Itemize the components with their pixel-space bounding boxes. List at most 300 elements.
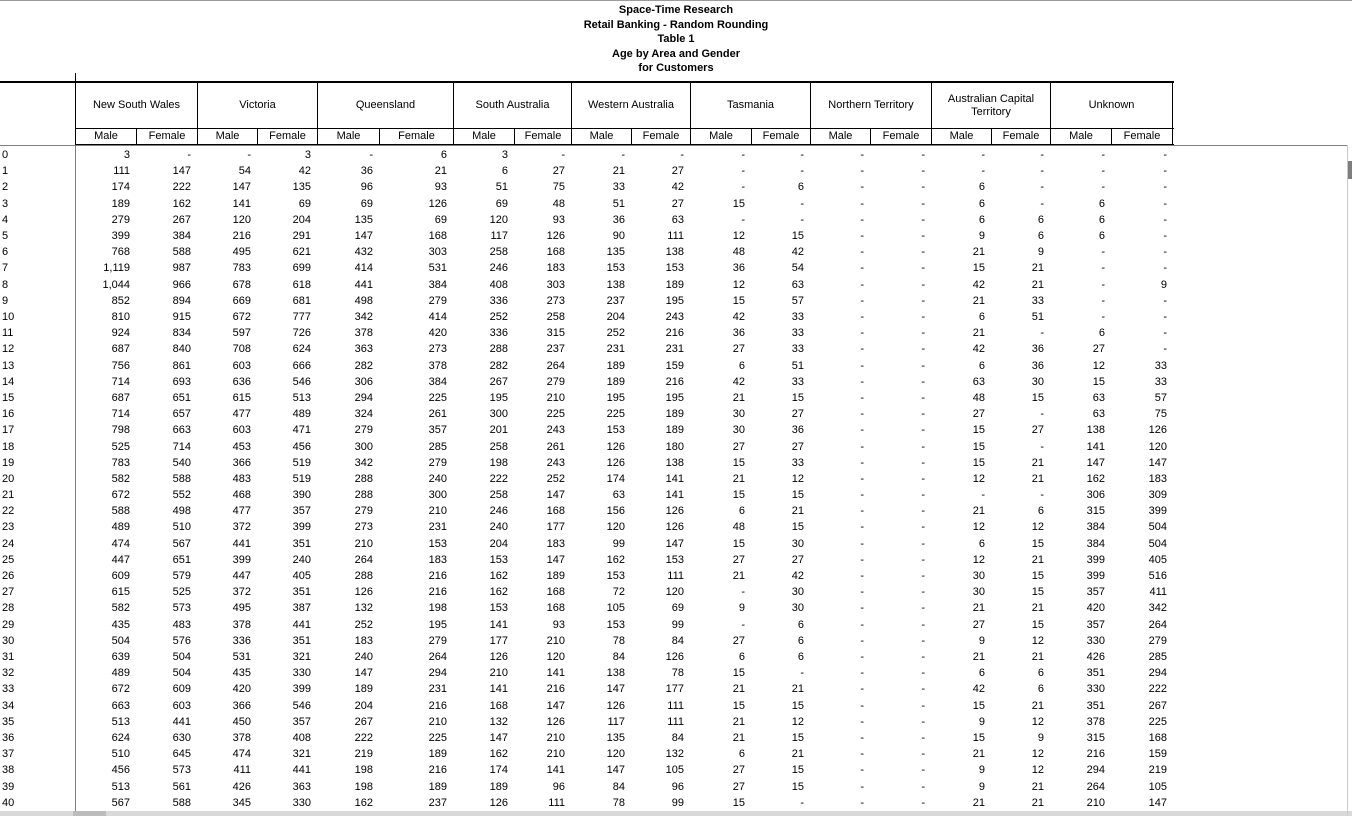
table-cell: 30 [732,424,745,436]
table-cell: 198 [354,764,373,776]
table-cell: 126 [606,441,625,453]
column-subheader-male: Male [571,129,631,144]
table-row [0,260,1352,276]
table-cell: 126 [665,651,684,663]
table-cell: - [860,651,864,663]
table-cell: - [1040,441,1044,453]
table-cell: - [860,457,864,469]
table-cell: 624 [111,732,130,744]
table-cell: 174 [606,473,625,485]
table-cell: 288 [354,570,373,582]
table-cell: 279 [354,505,373,517]
table-cell: 96 [552,781,565,793]
table-cell: 63 [671,214,684,226]
table-cell: 15 [1031,570,1044,582]
table-cell: 1,119 [103,262,130,274]
table-cell: 69 [671,602,684,614]
table-cell: 111 [667,716,684,728]
table-cell: 33 [612,181,625,193]
table-cell: - [1101,181,1105,193]
table-cell: - [860,635,864,647]
row-header-age: 39 [2,781,15,793]
header-grey-rule [0,145,1348,146]
table-cell: 75 [1154,408,1167,420]
table-cell: 504 [172,667,191,679]
table-cell: 210 [546,748,565,760]
table-cell: 33 [1154,376,1167,388]
table-cell: - [921,327,925,339]
table-cell: 384 [428,376,447,388]
table-cell: 27 [732,343,745,355]
table-cell: - [860,376,864,388]
table-cell: 279 [546,376,565,388]
table-cell: - [1163,246,1167,258]
row-header-age: 20 [2,473,15,485]
table-cell: 768 [111,246,130,258]
table-cell: 15 [732,700,745,712]
table-cell: 552 [172,489,191,501]
table-cell: 120 [606,521,625,533]
table-cell: 420 [1086,602,1105,614]
table-cell: - [860,181,864,193]
table-cell: 915 [172,311,191,323]
table-cell: 15 [791,781,804,793]
table-cell: 33 [791,311,804,323]
table-cell: 477 [232,505,251,517]
table-cell: - [921,797,925,809]
table-cell: 30 [1031,376,1044,388]
column-subheader-male: Male [810,129,870,144]
table-cell: 21 [612,165,625,177]
table-cell: 216 [428,586,447,598]
table-cell: - [860,489,864,501]
table-cell: 15 [732,198,745,210]
table-cell: 141 [665,489,684,501]
table-cell: 216 [428,570,447,582]
table-cell: 15 [791,732,804,744]
horizontal-scrollbar[interactable] [0,811,1352,816]
table-cell: - [860,392,864,404]
table-cell: 414 [428,311,447,323]
table-cell: 252 [606,327,625,339]
table-cell: 15 [1031,619,1044,631]
table-cell: - [800,214,804,226]
table-cell: 279 [354,424,373,436]
table-cell: 810 [111,311,130,323]
table-cell: 306 [1086,489,1105,501]
table-cell: 258 [489,246,508,258]
table-cell: 120 [546,651,565,663]
table-cell: 12 [972,473,985,485]
table-cell: 30 [732,408,745,420]
table-cell: 138 [665,457,684,469]
table-cell: - [741,149,745,161]
table-cell: 51 [1031,311,1044,323]
table-cell: - [921,700,925,712]
table-cell: 15 [791,392,804,404]
table-cell: 540 [172,457,191,469]
column-subheader-female: Female [136,129,197,144]
table-cell: 84 [671,732,684,744]
table-cell: 153 [606,424,625,436]
table-cell: 303 [546,279,565,291]
table-cell: 441 [232,538,251,550]
table-cell: 132 [489,716,508,728]
table-cell: 240 [428,473,447,485]
table-cell: 126 [546,230,565,242]
table-row [0,536,1352,552]
table-cell: 513 [292,392,311,404]
table-cell: - [741,214,745,226]
table-cell: 435 [232,667,251,679]
table-cell: 42 [972,683,985,695]
table-cell: 63 [612,489,625,501]
table-cell: - [921,667,925,679]
table-cell: - [860,521,864,533]
table-cell: 15 [972,441,985,453]
table-cell: 699 [292,262,311,274]
table-cell: 78 [612,797,625,809]
table-cell: 693 [172,376,191,388]
table-cell: 243 [665,311,684,323]
table-cell: 399 [111,230,130,242]
table-cell: 645 [172,748,191,760]
table-cell: 21 [732,392,745,404]
title-line-table-name: Age by Area and Gender [612,47,740,60]
table-cell: 27 [732,554,745,566]
table-cell: 216 [665,376,684,388]
table-cell: 657 [172,408,191,420]
table-cell: 147 [354,667,373,679]
table-cell: - [1040,408,1044,420]
row-header-age: 32 [2,667,15,679]
table-cell: 342 [1148,602,1167,614]
table-cell: 105 [1148,781,1167,793]
row-header-age: 21 [2,489,15,501]
table-cell: 132 [354,602,373,614]
table-cell: 135 [606,732,625,744]
table-cell: 204 [354,700,373,712]
title-line-dataset: Retail Banking - Random Rounding [583,18,769,31]
row-header-age: 6 [2,246,9,258]
table-cell: - [860,586,864,598]
table-cell: 225 [428,392,447,404]
table-row [0,649,1352,665]
table-cell: 330 [1086,683,1105,695]
table-cell: 357 [292,505,311,517]
table-cell: 36 [612,214,625,226]
table-cell: 21 [1031,457,1044,469]
table-cell: 33 [791,327,804,339]
table-cell: 3 [123,149,130,161]
title-line-company: Space-Time Research [618,4,734,16]
table-row [0,617,1352,633]
table-cell: - [860,214,864,226]
table-cell: 189 [665,424,684,436]
table-cell: 198 [428,602,447,614]
column-group-header-australian-capital-territory: Australian Capital Territory [931,83,1050,128]
table-cell: 162 [489,586,508,598]
table-cell: 21 [1031,651,1044,663]
table-cell: 414 [354,262,373,274]
table-cell: 174 [111,181,130,193]
table-row [0,552,1352,568]
table-cell: 282 [354,360,373,372]
row-header-age: 24 [2,538,15,550]
table-cell: 357 [292,716,311,728]
table-cell: - [1163,262,1167,274]
table-cell: 495 [232,246,251,258]
table-cell: 222 [489,473,508,485]
vertical-scrollbar-thumb[interactable] [1348,161,1352,179]
row-header-age: 23 [2,521,15,533]
table-cell: 120 [489,214,508,226]
row-header-age: 11 [2,327,14,339]
table-cell: 525 [172,586,191,598]
table-cell: 432 [354,246,373,258]
table-cell: - [369,149,373,161]
row-header-age: 27 [2,586,15,598]
table-cell: - [921,764,925,776]
table-cell: - [921,295,925,307]
table-cell: - [860,619,864,631]
table-cell: 6 [440,149,447,161]
table-cell: 42 [791,570,804,582]
table-cell: 111 [667,570,684,582]
table-cell: 93 [552,619,565,631]
table-cell: 258 [489,489,508,501]
table-cell: - [860,781,864,793]
row-header-age: 7 [2,262,9,274]
table-cell: - [860,700,864,712]
table-cell: 126 [665,521,684,533]
table-cell: - [1163,327,1167,339]
table-cell: 84 [671,635,684,647]
table-cell: - [981,489,985,501]
table-cell: 15 [732,489,745,501]
table-cell: 195 [606,392,625,404]
column-group-header-western-australia: Western Australia [571,83,690,128]
table-cell: 351 [292,635,311,647]
table-row [0,698,1352,714]
table-cell: 147 [232,181,251,193]
table-cell: 15 [791,489,804,501]
table-cell: 21 [791,505,804,517]
table-cell: - [860,198,864,210]
table-cell: 6 [978,181,985,193]
table-cell: 258 [546,311,565,323]
table-cell: 162 [489,570,508,582]
row-header-age: 5 [2,230,9,242]
table-cell: 603 [232,424,251,436]
table-cell: - [921,198,925,210]
table-cell: 315 [1086,505,1105,517]
table-cell: 51 [791,360,804,372]
table-row [0,455,1352,471]
table-cell: 243 [546,424,565,436]
table-cell: 78 [612,635,625,647]
table-cell: 105 [665,764,684,776]
table-cell: 315 [546,327,565,339]
table-cell: - [1163,165,1167,177]
table-cell: 27 [791,441,804,453]
row-header-age: 33 [2,683,15,695]
table-cell: 6 [738,748,745,760]
table-cell: - [921,262,925,274]
table-cell: 261 [428,408,447,420]
row-header-age: 26 [2,570,15,582]
table-cell: 183 [428,554,447,566]
title-line-population: for Customers [638,62,714,74]
table-cell: 9 [978,764,985,776]
column-group-header-south-australia: South Australia [453,83,571,128]
table-cell: - [1163,343,1167,355]
table-cell: 180 [665,441,684,453]
table-cell: 21 [791,683,804,695]
table-cell: 30 [972,570,985,582]
table-cell: 15 [972,424,985,436]
vertical-scrollbar[interactable] [1347,145,1348,816]
table-cell: 678 [232,279,251,291]
table-row [0,568,1352,584]
table-cell: 12 [1092,360,1105,372]
table-cell: 21 [1031,473,1044,485]
table-cell: 33 [791,376,804,388]
table-row [0,358,1352,374]
table-cell: - [921,473,925,485]
table-cell: - [921,635,925,647]
table-cell: 267 [489,376,508,388]
table-cell: - [1101,311,1105,323]
table-cell: 126 [489,797,508,809]
table-cell: 147 [546,700,565,712]
table-cell: 141 [1086,441,1105,453]
table-cell: - [1101,246,1105,258]
table-cell: 576 [172,635,191,647]
table-cell: 210 [1086,797,1105,809]
table-cell: - [860,602,864,614]
table-cell: - [921,149,925,161]
table-cell: 495 [232,602,251,614]
table-row [0,665,1352,681]
table-cell: 120 [1148,441,1167,453]
table-cell: 294 [1148,667,1167,679]
table-cell: 54 [791,262,804,274]
table-cell: 21 [1031,554,1044,566]
table-cell: 69 [298,198,311,210]
table-cell: - [921,311,925,323]
table-cell: - [860,505,864,517]
horizontal-scrollbar-thumb[interactable] [73,811,106,816]
table-cell: - [921,570,925,582]
table-cell: 195 [665,295,684,307]
table-cell: - [860,230,864,242]
table-cell: 138 [665,246,684,258]
row-header-age: 16 [2,408,15,420]
table-row [0,422,1352,438]
table-cell: - [921,181,925,193]
table-cell: 21 [732,732,745,744]
table-cell: 120 [665,586,684,598]
table-row [0,471,1352,487]
table-cell: 153 [489,554,508,566]
table-cell: 6 [738,505,745,517]
table-cell: 288 [489,343,508,355]
table-cell: 21 [732,473,745,485]
table-cell: 6 [797,635,804,647]
table-cell: 6 [978,198,985,210]
table-cell: 12 [1031,521,1044,533]
table-cell: 231 [428,521,447,533]
table-row [0,406,1352,422]
table-cell: 615 [232,392,251,404]
table-cell: 489 [111,521,130,533]
row-header-age: 28 [2,602,15,614]
table-cell: 714 [111,376,130,388]
table-cell: 726 [292,327,311,339]
row-header-age: 31 [2,651,15,663]
table-cell: 177 [489,635,508,647]
table-cell: 618 [292,279,311,291]
table-cell: 153 [606,262,625,274]
table-cell: 588 [172,246,191,258]
table-cell: 519 [292,457,311,469]
header-stub-line [75,73,76,81]
table-cell: 153 [665,262,684,274]
table-cell: - [860,327,864,339]
table-cell: 105 [606,602,625,614]
table-cell: - [1040,489,1044,501]
table-cell: 153 [428,538,447,550]
table-cell: 27 [732,781,745,793]
table-cell: 36 [732,262,745,274]
table-cell: 387 [292,602,311,614]
table-cell: 267 [354,716,373,728]
table-cell: 27 [791,408,804,420]
table-cell: 21 [972,602,985,614]
table-cell: 411 [1149,586,1167,598]
table-cell: 21 [1031,781,1044,793]
table-cell: 9 [978,230,985,242]
table-cell: 399 [232,554,251,566]
table-cell: 498 [172,505,191,517]
column-subheader-male: Male [197,129,257,144]
table-cell: 183 [354,635,373,647]
table-cell: 12 [1031,635,1044,647]
column-subheader-male: Male [931,129,991,144]
table-cell: 42 [732,311,745,323]
table-cell: 15 [732,797,745,809]
table-cell: 624 [292,343,311,355]
table-cell: 399 [1148,505,1167,517]
column-subheader-female: Female [631,129,690,144]
table-cell: 42 [671,181,684,193]
table-cell: 84 [612,651,625,663]
table-cell: 531 [428,262,447,274]
table-cell: 153 [489,602,508,614]
table-cell: 6 [1098,230,1105,242]
table-cell: 42 [732,376,745,388]
table-cell: 27 [732,635,745,647]
table-cell: 603 [172,700,191,712]
table-cell: 687 [111,392,130,404]
table-cell: 33 [791,343,804,355]
table-cell: 453 [232,441,251,453]
table-cell: 33 [1154,360,1167,372]
table-cell: 573 [172,602,191,614]
table-cell: 30 [791,538,804,550]
table-cell: 111 [667,700,684,712]
